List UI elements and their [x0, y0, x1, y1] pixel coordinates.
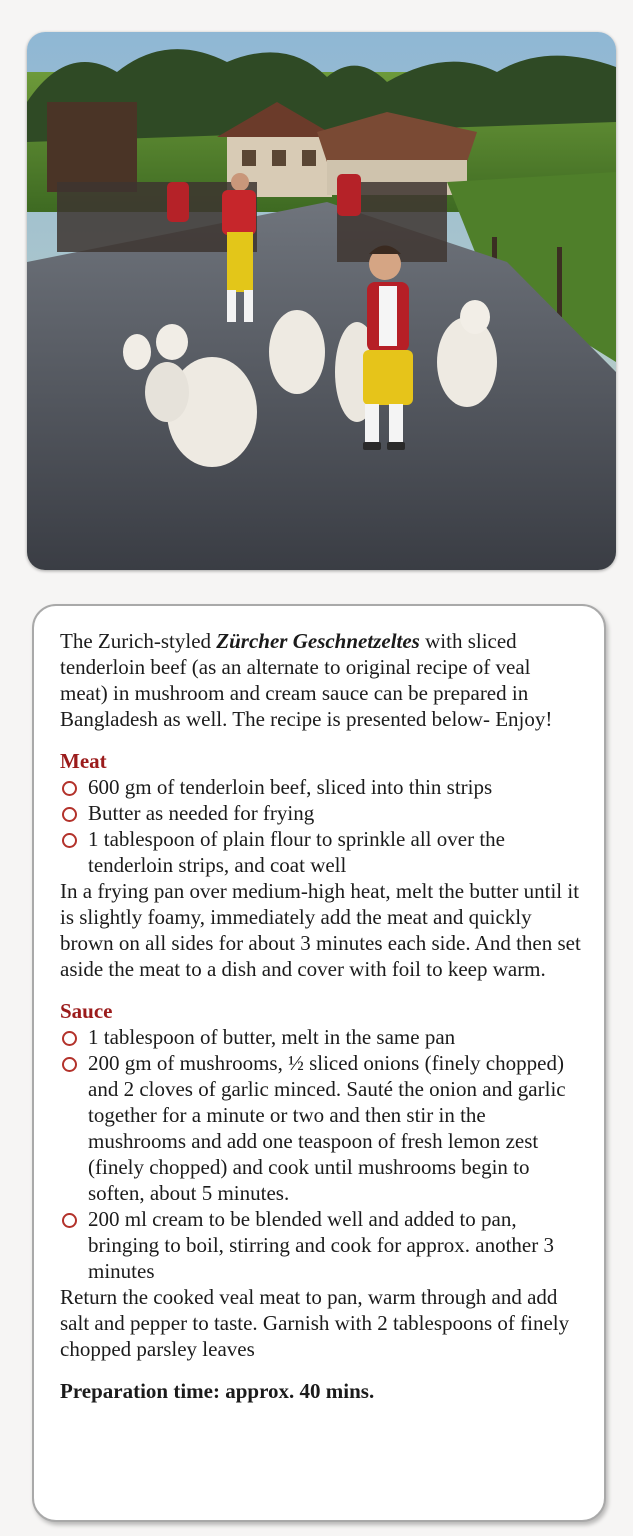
preparation-time: Preparation time: approx. 40 mins. — [60, 1379, 375, 1403]
list-item — [60, 826, 582, 878]
list-item — [60, 774, 582, 800]
meat-ingredients-list — [60, 774, 582, 878]
list-item — [60, 800, 582, 826]
list-item-text: 200 ml cream to be blended well and added to pan, bringing to boil, stirring and cook for approx. another 3 minutes — [88, 1207, 554, 1283]
circle-bullet-icon — [62, 1057, 77, 1072]
list-item — [60, 1206, 582, 1284]
meat-heading: Meat — [60, 749, 107, 773]
list-item-text: 1 tablespoon of plain flour to sprinkle all over the tenderloin strips, and coat well — [88, 827, 505, 877]
list-item — [60, 1024, 582, 1050]
recipe-intro — [60, 628, 582, 732]
list-item-text: 600 gm of tenderloin beef, sliced into thin strips — [88, 775, 493, 799]
circle-bullet-icon — [62, 1213, 77, 1228]
sauce-ingredients-list — [60, 1024, 582, 1284]
alpine-goat-procession-photo — [27, 32, 616, 570]
list-item — [60, 1050, 582, 1206]
list-item-text: 1 tablespoon of butter, melt in the same pan — [88, 1025, 456, 1049]
sauce-instructions: Return the cooked veal meat to pan, warm through and add salt and pepper to taste. Garnish with 2 tablespoons of finely chopped parsley leaves — [60, 1285, 570, 1361]
circle-bullet-icon — [62, 781, 77, 796]
intro-prefix: The Zurich-styled — [60, 629, 217, 653]
intro-suffix: with sliced tenderloin beef (as an alternate to original recipe of veal meat) in mushroom and cream sauce can be prepared in Bangladesh as well. The recipe is presented below- Enjoy! — [60, 629, 553, 731]
sauce-heading: Sauce — [60, 999, 113, 1023]
circle-bullet-icon — [62, 807, 77, 822]
meat-instructions: In a frying pan over medium-high heat, melt the butter until it is slightly foamy, immediately add the meat and quickly brown on all sides for about 3 minutes each side. And then set aside the meat to a dish and cover with foil to keep warm. — [60, 879, 581, 981]
list-item-text: Butter as needed for frying — [88, 801, 315, 825]
dish-name: Zürcher Geschnetzeltes — [216, 629, 420, 653]
list-item-text: 200 gm of mushrooms, ½ sliced onions (finely chopped) and 2 cloves of garlic minced. Sauté the onion and garlic together for a minute or two and then stir in the mushrooms and add one teaspoon of fresh lemon zest (finely chopped) and cook until mushrooms begin to soften, about 5 minutes. — [88, 1051, 566, 1205]
recipe-card — [32, 604, 606, 1522]
circle-bullet-icon — [62, 1031, 77, 1046]
circle-bullet-icon — [62, 833, 77, 848]
